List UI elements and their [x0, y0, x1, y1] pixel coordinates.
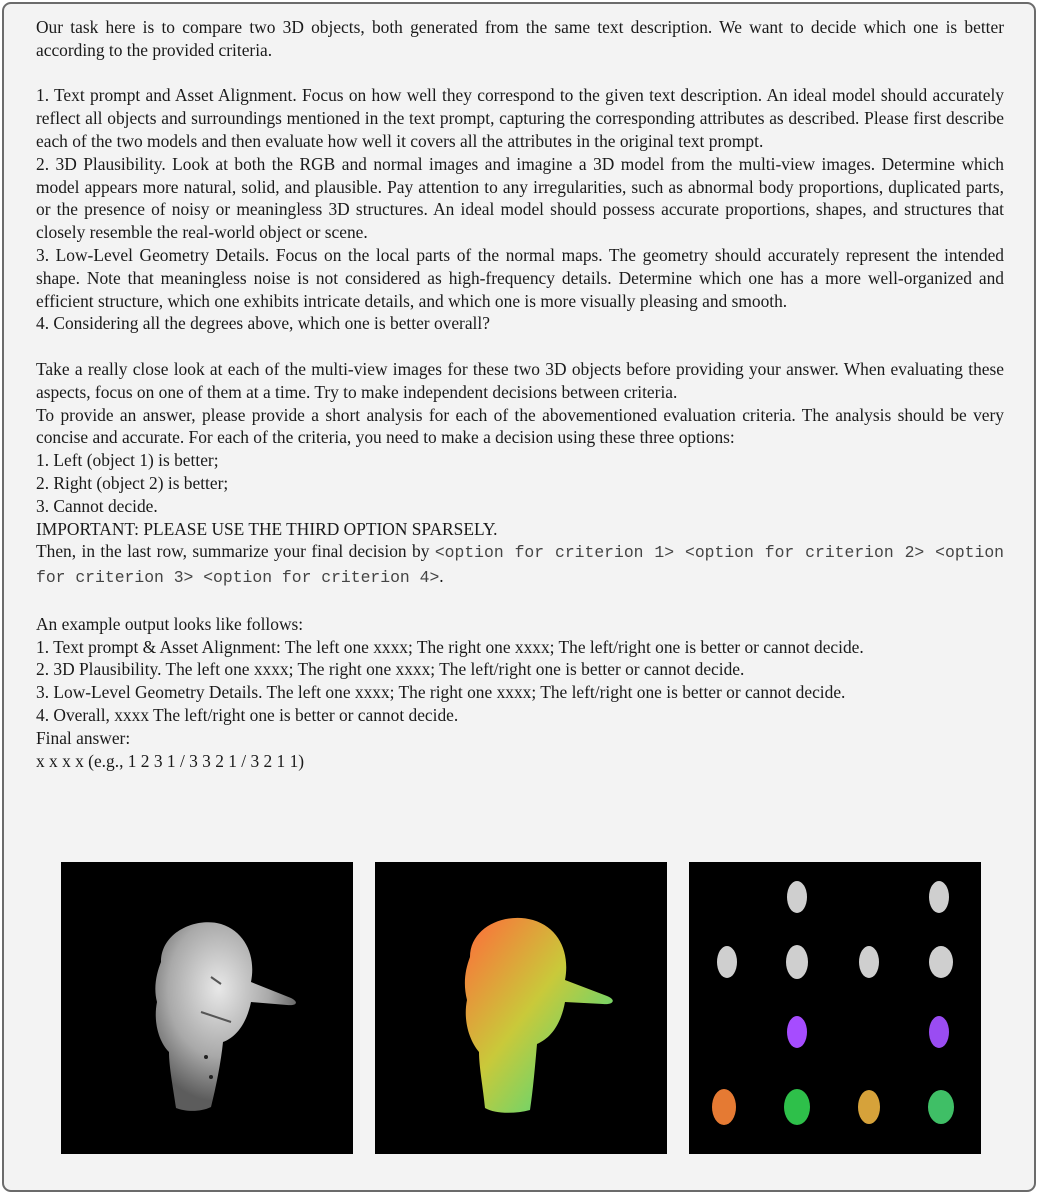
normal-head-render — [375, 862, 667, 1154]
intro-paragraph: Our task here is to compare two 3D objects, both generated from the same text description. We want to decide which one is better according to the provided criteria. — [36, 17, 1004, 60]
example-line-3: 3. Low-Level Geometry Details. The left one xxxx; The right one xxxx; The left/right one is better or cannot decide. — [36, 682, 846, 703]
important-note: IMPORTANT: PLEASE USE THE THIRD OPTION SPARSELY. — [36, 518, 498, 539]
criterion-3: 3. Low-Level Geometry Details. Focus on the local parts of the normal maps. The geometry should accurately represent the intended shape. Note that meaningless noise is not considered as high-frequency details. Determine which one has a more well-organized and efficient structure, which one exhibits intricate details, and which one is more visually pleasing and smooth. — [36, 244, 1004, 311]
normal-render-image — [375, 862, 667, 1154]
rgb-render-image — [61, 862, 353, 1154]
summary-instruction — [36, 540, 1004, 590]
example-line-1: 1. Text prompt & Asset Alignment: The left one xxxx; The right one xxxx; The left/right one is better or cannot decide. — [36, 636, 864, 657]
final-answer-example: x x x x (e.g., 1 2 3 1 / 3 3 2 1 / 3 2 1 1) — [36, 750, 305, 771]
example-line-2: 2. 3D Plausibility. The left one xxxx; The right one xxxx; The left/right one is better or cannot decide. — [36, 659, 745, 680]
criterion-2: 2. 3D Plausibility. Look at both the RGB and normal images and imagine a 3D model from the multi-view images. Determine which model appears more natural, solid, and plausible. Pay attention to any irregularities, such as abnormal body proportions, duplicated parts, or the presence of noisy or meaningless 3D structures. An ideal model should possess accurate proportions, shapes, and structures that closely resemble the real-world object or scene. — [36, 153, 1004, 243]
example-heading: An example output looks like follows: — [36, 613, 304, 634]
summary-prefix: Then, in the last row, summarize your final decision by — [36, 541, 435, 562]
criterion-1: 1. Text prompt and Asset Alignment. Focus on how well they correspond to the given text description. An ideal model should accurately reflect all objects and surroundings mentioned in the text prompt, capturing the corresponding attributes as described. Please first describe each of the two models and then evaluate how well it covers all the attributes in the original text prompt. — [36, 85, 1004, 151]
option-cannot-decide: 3. Cannot decide. — [36, 495, 158, 516]
summary-suffix: . — [439, 566, 444, 587]
option-right: 2. Right (object 2) is better; — [36, 472, 229, 493]
multi-view-heads — [689, 862, 981, 1154]
prompt-text — [36, 16, 1004, 772]
multi-view-grid-image — [689, 862, 981, 1154]
final-answer-label: Final answer: — [36, 727, 131, 748]
gray-head-render — [61, 862, 353, 1154]
instruction-1: Take a really close look at each of the multi-view images for these two 3D objects before providing your answer. When evaluating these aspects, focus on one of them at a time. Try to make independent decisions between criteria. — [36, 358, 1004, 402]
option-left: 1. Left (object 1) is better; — [36, 450, 219, 471]
summary-code: <option for criterion 1> <option for criterion 2> <option for criterion 3> <option for criterion 4> — [36, 543, 1004, 588]
criterion-4: 4. Considering all the degrees above, which one is better overall? — [36, 313, 490, 334]
instruction-2: To provide an answer, please provide a short analysis for each of the abovementioned evaluation criteria. The analysis should be very concise and accurate. For each of the criteria, you need to make a decision using these three options: — [36, 404, 1004, 448]
example-line-4: 4. Overall, xxxx The left/right one is better or cannot decide. — [36, 704, 459, 725]
